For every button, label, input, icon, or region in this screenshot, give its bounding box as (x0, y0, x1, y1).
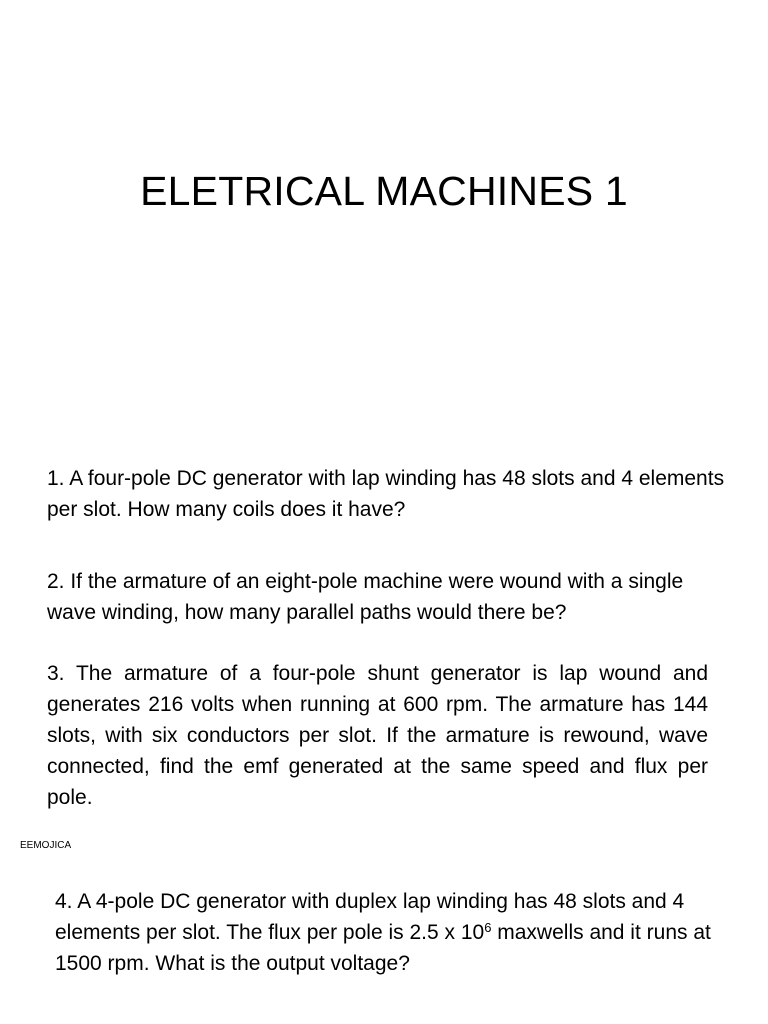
question-4-exponent: 6 (484, 920, 492, 935)
question-4-text-before: 4. A 4-pole DC generator with duplex lap winding has 48 slots and 4 elements per slot. The flux per pole is 2.5 x 10 (55, 890, 685, 944)
question-4 (55, 886, 725, 979)
page-title: ELETRICAL MACHINES 1 (140, 168, 628, 214)
question-1: 1. A four-pole DC generator with lap winding has 48 slots and 4 elements per slot. How many coils does it have? (47, 467, 725, 521)
author-tag: EEMOJICA (20, 840, 72, 851)
question-2: 2. If the armature of an eight-pole machine were wound with a single wave winding, how many parallel paths would there be? (47, 570, 684, 624)
question-3: 3. The armature of a four-pole shunt generator is lap wound and generates 216 volts when running at 600 rpm. The armature has 144 slots, with six conductors per slot. If the armature is rewound, wave connected, find the emf generated at the same speed and flux per pole. (47, 662, 708, 809)
question-4-text-after: maxwells and it runs at 1500 rpm. What is the output voltage? (55, 921, 711, 975)
